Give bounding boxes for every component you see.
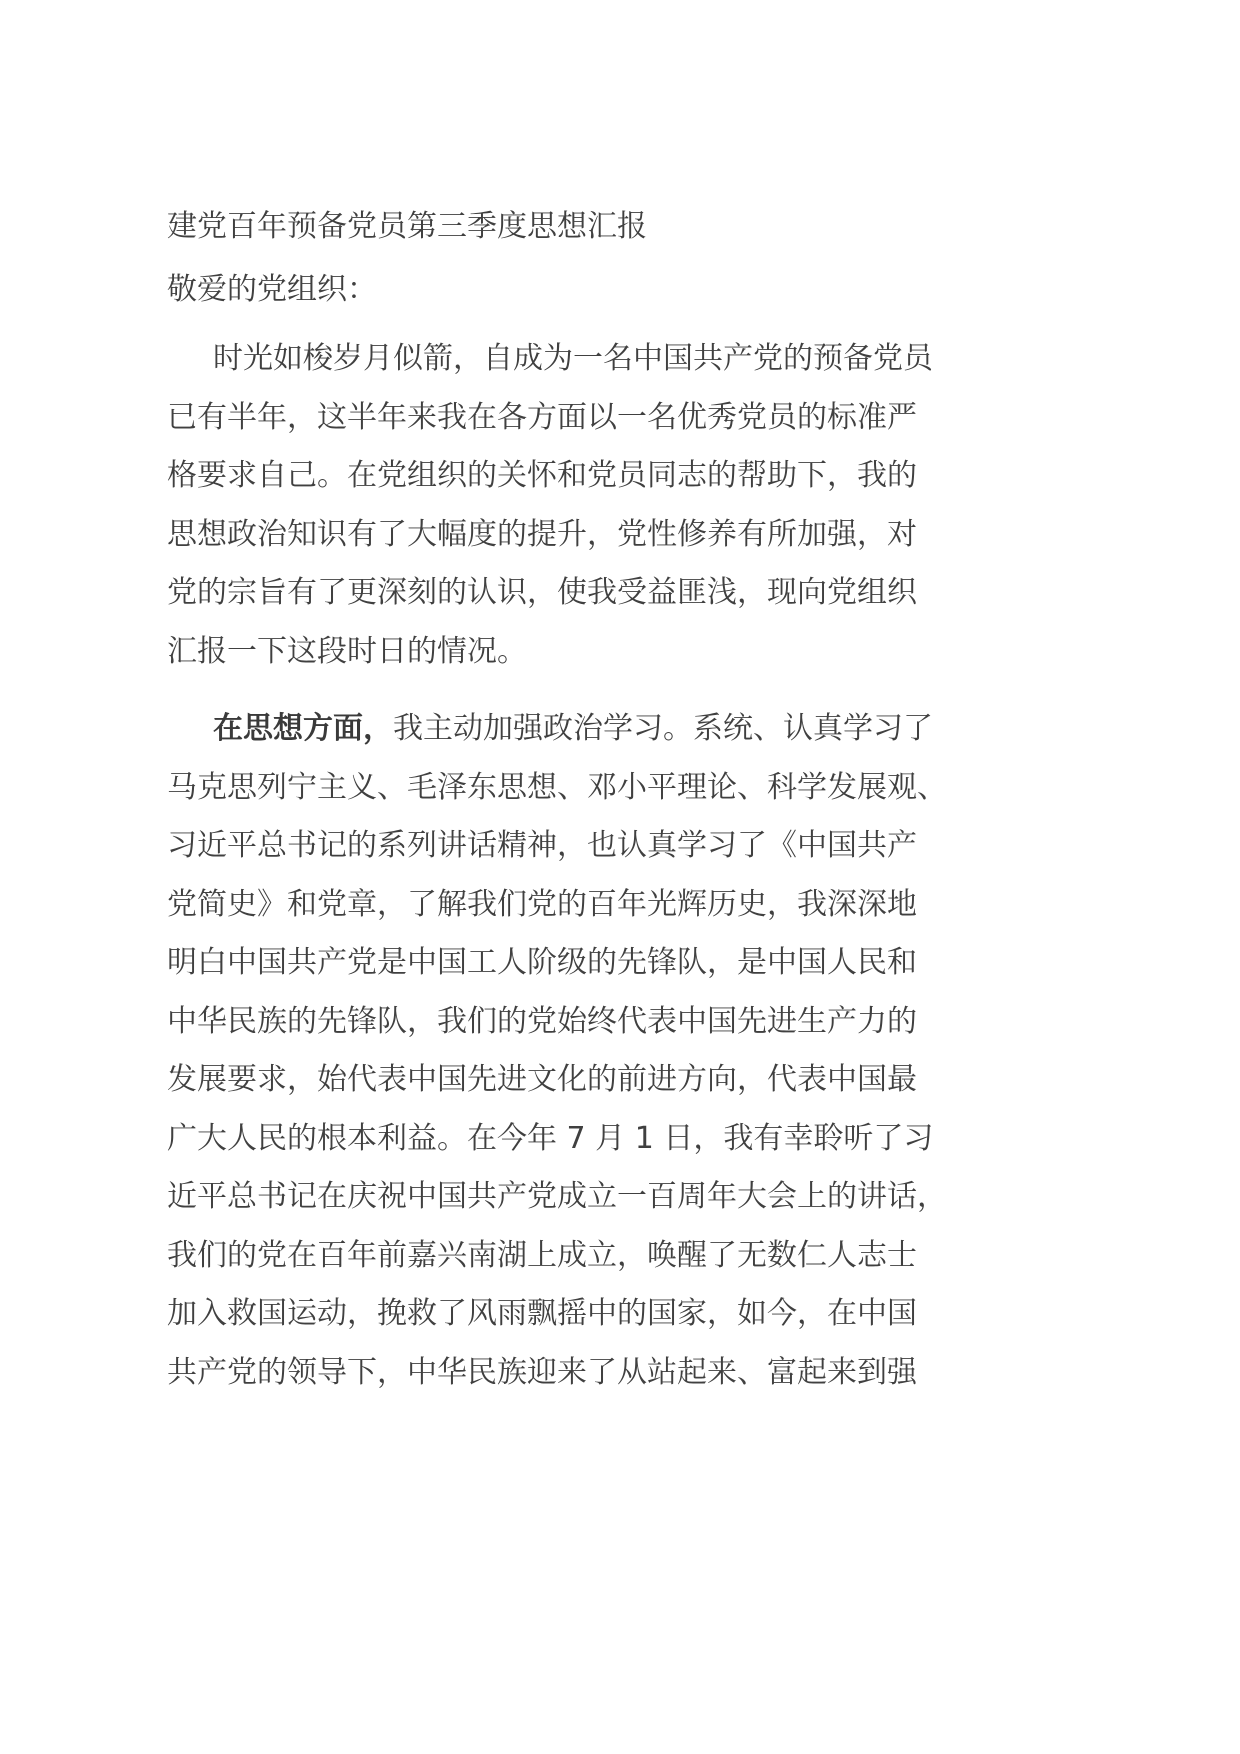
paragraph-line: 格要求自己。在党组织的关怀和党员同志的帮助下，我的 (167, 458, 917, 493)
paragraph-line: 中华民族的先锋队，我们的党始终代表中国先进生产力的 (167, 1003, 917, 1039)
paragraph-line: 共产党的领导下，中华民族迎来了从站起来、富起来到强 (167, 1354, 917, 1390)
paragraph-first-line (167, 700, 967, 759)
paragraph-line: 党简史》和党章，了解我们党的百年光辉历史，我深深地 (167, 886, 917, 922)
paragraph-line: 广大人民的根本利益。在今年 7 月 1 日，我有幸聆听了习 (167, 1120, 934, 1156)
section-lead-heading: 在思想方面， (213, 711, 393, 746)
paragraph-intro (167, 330, 967, 681)
paragraph-line: 已有半年，这半年来我在各方面以一名优秀党员的标准严 (167, 399, 917, 435)
paragraph-line: 马克思列宁主义、毛泽东思想、邓小平理论、科学发展观、 (167, 769, 947, 805)
paragraph-line: 思想政治知识有了大幅度的提升，党性修养有所加强，对 (167, 516, 917, 552)
salutation: 敬爱的党组织： (167, 272, 377, 307)
paragraph-line: 发展要求，始代表中国先进文化的前进方向，代表中国最 (167, 1062, 917, 1097)
paragraph-line: 汇报一下这段时日的情况。 (167, 633, 527, 669)
document-title: 建党百年预备党员第三季度思想汇报 (167, 209, 647, 244)
paragraph-line: 我们的党在百年前嘉兴南湖上成立，唤醒了无数仁人志士 (167, 1237, 917, 1273)
paragraph-ideology (167, 700, 967, 1402)
paragraph-line: 近平总书记在庆祝中国共产党成立一百周年大会上的讲话， (167, 1179, 947, 1214)
paragraph-line: 加入救国运动，挽救了风雨飘摇中的国家，如今，在中国 (167, 1296, 917, 1331)
paragraph-line: 党的宗旨有了更深刻的认识，使我受益匪浅，现向党组织 (167, 575, 917, 610)
paragraph-line: 习近平总书记的系列讲话精神，也认真学习了《中国共产 (167, 828, 917, 863)
paragraph-line: 时光如梭岁月似箭，自成为一名中国共产党的预备党员 (213, 341, 933, 376)
paragraph-line: 明白中国共产党是中国工人阶级的先锋队，是中国人民和 (167, 945, 917, 980)
paragraph-text: 我主动加强政治学习。系统、认真学习了 (393, 711, 933, 746)
